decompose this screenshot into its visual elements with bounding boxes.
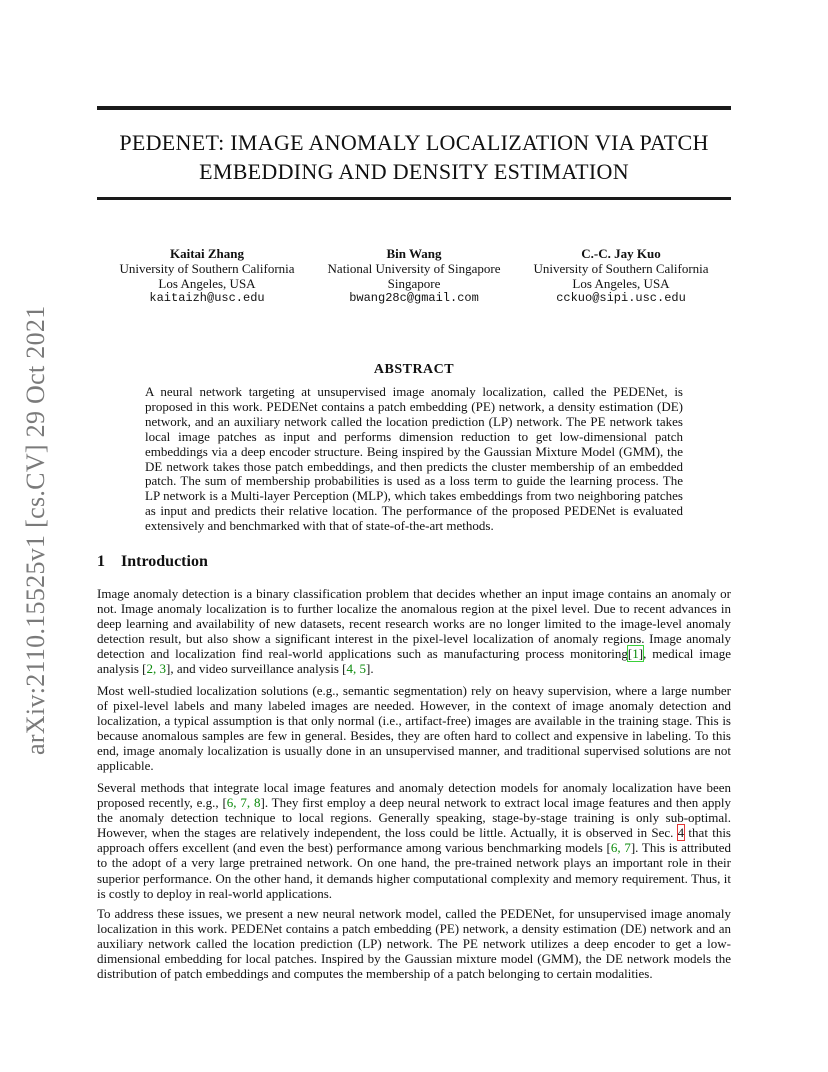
author-email[interactable]: bwang28c@gmail.com xyxy=(349,291,479,305)
author-name: C.-C. Jay Kuo xyxy=(581,246,661,261)
citation-link[interactable]: [ 4, 5 ] xyxy=(342,661,370,676)
author-location: Los Angeles, USA xyxy=(572,276,670,291)
paragraph-text: Image anomaly detection is a binary classification problem that decides whether an input image contains an anomaly or not. Image anomaly localization is to further localize the anomalous region at the pixel level. Due to recent advances in deep learning and availability of new datasets, recent research works are no longer limited to the image-level anomaly detection result, but also show a significant interest in the pixel-level localization of anomaly regions. Image anomaly detection and localization find real-world applications such as manufacturing process monitoring xyxy=(97,586,731,662)
paragraph-text: that this approach offers excellent (and even the best) performance among various benchmarking models xyxy=(97,825,731,856)
author-affiliation: University of Southern California xyxy=(533,261,709,276)
paragraph-text: , and video surveillance analysis xyxy=(170,661,343,677)
paragraph-text: , medical image analysis xyxy=(97,646,731,677)
paragraph-text: . This is attributed to the adopt of a very large pretrained network. On one hand, the pre-trained network plays an important role in their superior performance. On the other hand, it demands higher computational complexity and memory requirement. Thus, it is costly to deploy in real-world applications. xyxy=(97,840,731,901)
title-bottom-rule xyxy=(97,197,731,200)
section-reference-link[interactable]: 4 xyxy=(677,825,685,841)
abstract-heading: ABSTRACT xyxy=(373,362,455,377)
title-line-1: PEDENET: IMAGE ANOMALY LOCALIZATION VIA PATCH xyxy=(119,130,709,155)
intro-paragraph-4: To address these issues, we present a new neural network model, called the PEDENet, for unsupervised image anomaly localization in this work. PEDENet contains a patch embedding (PE) network, a density estimation (DE) network and an auxiliary network called the location prediction (LP) network. The PE network utilizes a deep encoder to get a low-dimensional embedding for local patches. Inspired by the Gaussian mixture model (GMM), the DE network models the distribution of patch embeddings and computes the membership of a patch belonging to certain modalities. xyxy=(97,906,731,982)
paragraph-text: . xyxy=(370,661,374,677)
section-heading xyxy=(97,553,208,571)
intro-paragraph-3 xyxy=(97,780,731,901)
author-1 xyxy=(107,246,307,306)
author-location: Singapore xyxy=(387,276,441,291)
citation-link[interactable]: [ 6, 7 ] xyxy=(607,840,636,855)
abstract-text: A neural network targeting at unsupervised image anomaly localization, called the PEDENet, is proposed in this work. PEDENet contains a patch embedding (PE) network, a density estimation (DE) network, and an auxiliary network called the location prediction (LP) network. The PE network takes local image patches as input and performs dimension reduction to get low-dimensional patch embeddings via a deep encoder structure. Being inspired by the Gaussian Mixture Model (GMM), the DE network takes those patch embeddings, and then predicts the cluster membership of an embedded patch. The sum of membership probabilities is used as a loss term to guide the learning process. The LP network is a Multi-layer Perception (MLP), which takes embeddings from two neighboring patches as input and predicts their relative location. The performance of the proposed PEDENet is evaluated extensively and benchmarked with that of state-of-the-art methods. xyxy=(145,384,683,534)
section-title: Introduction xyxy=(121,553,208,570)
author-email[interactable]: kaitaizh@usc.edu xyxy=(149,291,265,305)
arxiv-identifier: arXiv:2110.15525v1 [cs.CV] 29 Oct 2021 xyxy=(21,305,50,755)
author-affiliation: National University of Singapore xyxy=(327,261,501,276)
citation-link[interactable]: [ 2, 3 ] xyxy=(142,661,170,676)
intro-paragraph-2: Most well-studied localization solutions (e.g., semantic segmentation) rely on heavy supervision, where a large number of pixel-level labels and many labeled images are needed. However, in the context of image anomaly detection and localization, a typical assumption is that only normal (i.e., artifact-free) images are available in the training stage. This is because anomalous samples are few in general. Besides, they are often hard to collect and expensive in labeling. To this end, image anomaly localization is usually done in an unsupervised manner, and traditional supervised solutions are not applicable. xyxy=(97,683,731,774)
author-email[interactable]: cckuo@sipi.usc.edu xyxy=(556,291,686,305)
author-affiliation: University of Southern California xyxy=(119,261,295,276)
author-block xyxy=(97,246,731,316)
title-top-rule xyxy=(97,106,731,110)
author-3 xyxy=(521,246,721,306)
author-location: Los Angeles, USA xyxy=(158,276,256,291)
intro-paragraph-1 xyxy=(97,586,731,677)
title-line-2: EMBEDDING AND DENSITY ESTIMATION xyxy=(199,159,629,184)
paper-title xyxy=(97,128,731,186)
author-name: Bin Wang xyxy=(386,246,442,261)
citation-link[interactable]: [ 1 ] xyxy=(628,646,643,661)
author-2 xyxy=(314,246,514,306)
paragraph-text: Several methods that integrate local image features and anomaly detection models for anomaly localization have been proposed recently, e.g., xyxy=(97,780,731,811)
citation-link[interactable]: [ 6, 7, 8 ] xyxy=(222,795,264,810)
section-number: 1 xyxy=(97,553,105,570)
paragraph-text: . They first employ a deep neural network to extract local image features and then apply the anomaly detection technique to local regions. Generally speaking, stage-by-stage training is only sub-optimal. However, when the stages are relatively independent, the loss could be little. Actually, it is observed in Sec. xyxy=(97,795,732,841)
author-name: Kaitai Zhang xyxy=(169,246,245,261)
